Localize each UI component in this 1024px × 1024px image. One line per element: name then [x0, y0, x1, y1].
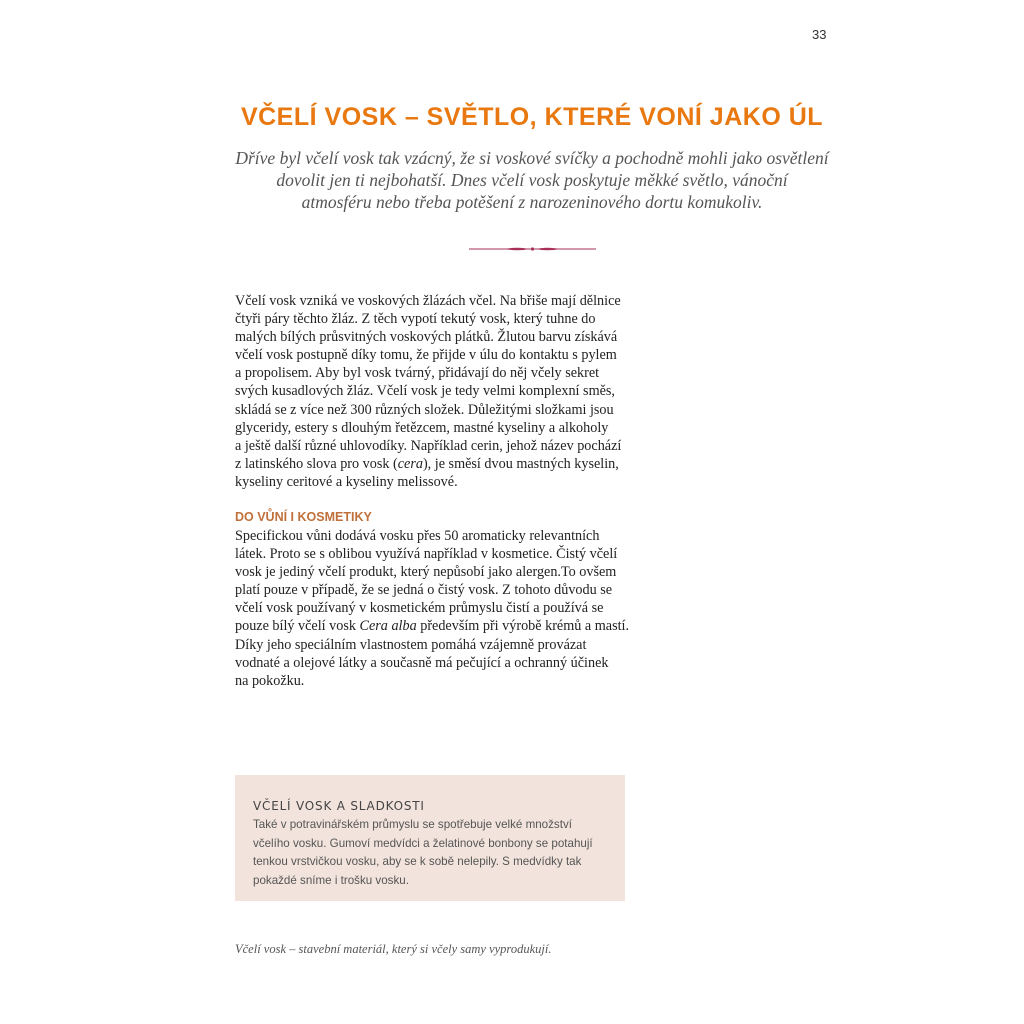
text-segment: platí pouze v případě, že se jedná o čistý vosk. Z tohoto důvodu se	[235, 582, 613, 599]
text-line	[235, 654, 629, 672]
text-segment: včelí vosk postupně díky tomu, že přijde v úlu do kontaktu s pylem	[235, 347, 617, 364]
page-number: 33	[812, 27, 827, 42]
text-line	[235, 346, 621, 364]
box-title: VČELÍ VOSK A SLADKOSTI	[253, 799, 425, 813]
text-segment: Včelí vosk vzniká ve voskových žlázách včel. Na břiše mají dělnice	[235, 293, 621, 309]
text-segment: kyseliny ceritové a kyseliny melissové.	[235, 473, 458, 490]
text-segment: pouze bílý včelí vosk	[235, 618, 360, 635]
text-segment: skládá se z více než 300 různých složek. Důležitými složkami jsou	[235, 401, 614, 418]
text-segment: z latinského slova pro vosk (	[235, 455, 398, 472]
text-line	[235, 382, 621, 400]
body-paragraph-2	[235, 527, 629, 690]
text-line	[235, 292, 621, 310]
text-segment: na pokožku.	[235, 672, 305, 689]
box-line: včelího vosku. Gumoví medvídci a želatinové bonbony se potahují	[253, 836, 593, 850]
text-line	[235, 581, 629, 599]
text-segment: a ještě další různé uhlovodíky. Například cerin, jehož název pochází	[235, 437, 622, 454]
text-line	[235, 617, 629, 635]
text-segment: svých kusadlových žláz. Včelí vosk je tedy velmi komplexní směs,	[235, 383, 615, 400]
ornament-divider	[469, 245, 596, 253]
subtitle-line: dovolit jen ti nejbohatší. Dnes včelí vosk poskytuje měkké světlo, vánoční	[276, 170, 788, 190]
image-caption: Včelí vosk – stavební materiál, který si včely samy vyprodukují.	[235, 942, 552, 956]
page-title: VČELÍ VOSK – SVĚTLO, KTERÉ VONÍ JAKO ÚL	[240, 103, 824, 131]
text-segment: Díky jeho speciálním vlastnostem pomáhá vzájemně provázat	[235, 636, 587, 653]
text-line	[235, 364, 621, 382]
text-line	[235, 419, 621, 437]
text-segment: především při výrobě krémů a mastí.	[416, 618, 630, 635]
text-segment: ), je směsí dvou mastných kyselin,	[422, 455, 619, 472]
text-line	[235, 328, 621, 346]
text-line	[235, 672, 629, 690]
text-segment: malých bílých průsvitných voskových plátků. Žlutou barvu získává	[235, 329, 618, 346]
text-line	[235, 527, 629, 545]
subtitle	[200, 147, 864, 213]
text-line	[235, 545, 629, 563]
box-line: tenkou vrstvičkou vosku, aby se k sobě nelepily. S medvídky tak	[253, 855, 582, 868]
text-line	[235, 310, 621, 328]
text-segment: vodnaté a olejové látky a současně má pečující a ochranný účinek	[235, 654, 609, 671]
italic-term: cera	[397, 455, 423, 472]
text-segment: Specifickou vůni dodává vosku přes 50 aromaticky relevantních	[235, 528, 600, 544]
text-line	[235, 437, 621, 455]
box-line: Také v potravinářském průmyslu se spotřebuje velké množství	[253, 818, 572, 831]
section-heading: DO VŮNÍ I KOSMETIKY	[235, 510, 372, 524]
body-paragraph-1	[235, 292, 621, 491]
text-line	[235, 636, 629, 654]
subtitle-line: atmosféru nebo třeba potěšení z narozeninového dortu komukoliv.	[301, 192, 763, 212]
subtitle-line: Dříve byl včelí vosk tak vzácný, že si voskové svíčky a pochodně mohli jako osvětlení	[235, 148, 829, 168]
box-text	[253, 816, 593, 890]
text-segment: vosk je jediný včelí produkt, který nepůsobí jako alergen.To ovšem	[235, 564, 617, 581]
sidebar-box	[235, 775, 625, 901]
text-line	[235, 563, 629, 581]
box-line: pokaždé sníme i trošku vosku.	[253, 873, 409, 887]
text-segment: čtyři páry těchto žláz. Z těch vypotí tekutý vosk, který tuhne do	[235, 311, 596, 328]
text-line	[235, 473, 621, 491]
italic-term: Cera alba	[359, 618, 417, 635]
text-line	[235, 401, 621, 419]
text-segment: a propolisem. Aby byl vosk tvárný, přidávají do něj včely sekret	[235, 365, 600, 382]
text-segment: látek. Proto se s oblibou využívá například v kosmetice. Čistý včelí	[235, 546, 618, 563]
text-segment: včelí vosk používaný v kosmetickém průmyslu čistí a používá se	[235, 600, 604, 617]
text-line	[235, 455, 621, 473]
text-segment: glyceridy, estery s dlouhým řetězcem, mastné kyseliny a alkoholy	[235, 419, 609, 436]
text-line	[235, 599, 629, 617]
